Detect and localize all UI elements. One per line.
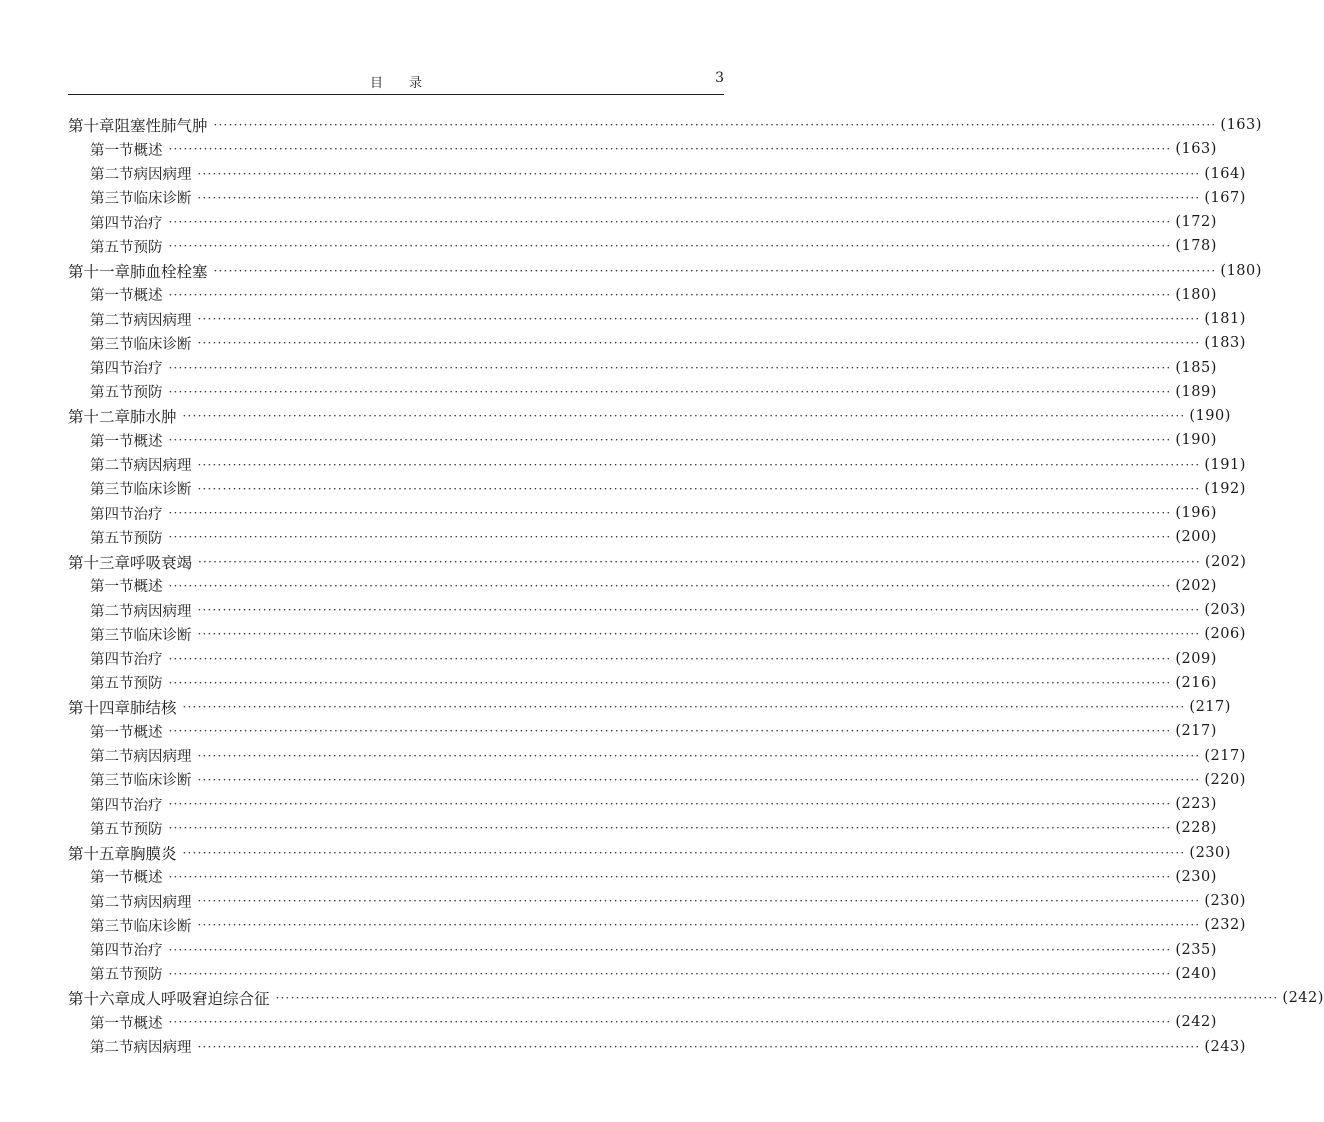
toc-entry-page: (180) — [1220, 262, 1262, 279]
toc-entry-page: (202) — [1204, 553, 1247, 570]
toc-section-entry — [68, 162, 1246, 186]
toc-entry-title: 呼吸衰竭 — [130, 553, 193, 572]
toc-entry-title: 预防 — [133, 967, 163, 984]
toc-entry-title: 肺水肿 — [130, 408, 177, 427]
toc-entry-number: 第五节 — [90, 967, 134, 984]
toc-dot-leader: ········································································································································································································ — [168, 675, 1172, 690]
toc-section-entry — [68, 283, 1217, 307]
toc-entry-page: (191) — [1204, 456, 1246, 473]
toc-dot-leader: ········································································································································································································ — [197, 481, 1201, 496]
toc-chapter-entry — [68, 404, 1231, 428]
toc-section-entry — [68, 913, 1246, 937]
toc-entry-page: (183) — [1204, 335, 1246, 352]
toc-entry-title: 治疗 — [133, 652, 163, 669]
toc-entry-title: 病因病理 — [133, 1040, 192, 1057]
toc-entry-title: 临床诊断 — [133, 191, 192, 208]
toc-entry-page: (216) — [1175, 674, 1217, 691]
toc-entry-title: 临床诊断 — [133, 773, 192, 790]
toc-entry-number: 第一节 — [90, 142, 134, 159]
toc-entry-page: (180) — [1175, 286, 1217, 303]
toc-entry-title: 治疗 — [133, 943, 163, 960]
toc-dot-leader: ········································································································································································································ — [168, 142, 1172, 157]
toc-entry-title: 病因病理 — [133, 458, 192, 475]
toc-dot-leader: ········································································································································································································ — [213, 263, 1217, 278]
toc-entry-number: 第五节 — [90, 530, 134, 547]
toc-entry-number: 第二节 — [90, 603, 134, 620]
toc-entry-page: (220) — [1204, 771, 1246, 788]
toc-entry-title: 临床诊断 — [133, 918, 192, 935]
toc-section-entry — [68, 719, 1217, 743]
toc-entry-title: 阻塞性肺气肿 — [114, 117, 208, 136]
toc-entry-title: 病因病理 — [133, 167, 192, 184]
toc-dot-leader: ········································································································································································································ — [168, 966, 1172, 981]
toc-dot-leader: ········································································································································································································ — [168, 724, 1172, 739]
table-of-contents — [68, 113, 1324, 1059]
toc-section-entry — [68, 525, 1217, 549]
toc-dot-leader: ········································································································································································································ — [197, 166, 1201, 181]
toc-entry-title: 临床诊断 — [133, 627, 192, 644]
toc-section-entry — [68, 234, 1217, 258]
toc-section-entry — [68, 671, 1217, 695]
toc-section-entry — [68, 331, 1246, 355]
toc-dot-leader: ········································································································································································································ — [168, 942, 1172, 957]
toc-entry-page: (240) — [1175, 965, 1217, 982]
toc-entry-number: 第五节 — [90, 385, 134, 402]
toc-entry-title: 概述 — [133, 724, 163, 741]
toc-section-entry — [68, 307, 1246, 331]
toc-entry-number: 第二节 — [90, 458, 134, 475]
toc-chapter-entry — [68, 841, 1231, 865]
toc-entry-title: 病因病理 — [133, 603, 192, 620]
toc-entry-title: 预防 — [133, 676, 163, 693]
toc-entry-page: (178) — [1175, 238, 1217, 255]
toc-entry-number: 第四节 — [90, 506, 134, 523]
toc-entry-number: 第四节 — [90, 797, 134, 814]
toc-entry-number: 第一节 — [90, 724, 134, 741]
toc-entry-number: 第二节 — [90, 312, 134, 329]
toc-entry-title: 肺血栓栓塞 — [130, 262, 208, 281]
toc-section-entry — [68, 744, 1246, 768]
toc-section-entry — [68, 962, 1217, 986]
toc-entry-title: 预防 — [133, 239, 163, 256]
toc-entry-number: 第四节 — [90, 943, 134, 960]
toc-entry-page: (232) — [1204, 917, 1246, 934]
toc-entry-page: (242) — [1282, 990, 1324, 1007]
toc-entry-number: 第十六章 — [68, 990, 131, 1009]
toc-entry-title: 治疗 — [133, 215, 163, 232]
toc-section-entry — [68, 210, 1217, 234]
toc-dot-leader: ········································································································································································································ — [275, 991, 1279, 1006]
toc-section-entry — [68, 647, 1217, 671]
toc-entry-number: 第四节 — [90, 652, 134, 669]
toc-entry-number: 第三节 — [90, 191, 134, 208]
toc-entry-page: (242) — [1175, 1014, 1217, 1031]
toc-dot-leader: ········································································································································································································ — [168, 506, 1172, 521]
toc-entry-page: (190) — [1175, 432, 1217, 449]
toc-entry-number: 第二节 — [90, 749, 134, 766]
toc-section-entry — [68, 137, 1217, 161]
toc-entry-title: 病因病理 — [133, 312, 192, 329]
toc-entry-title: 概述 — [133, 433, 163, 450]
toc-entry-page: (217) — [1204, 747, 1246, 764]
toc-dot-leader: ········································································································································································································ — [182, 409, 1186, 424]
toc-section-entry — [68, 1010, 1217, 1034]
toc-entry-number: 第三节 — [90, 336, 134, 353]
toc-entry-number: 第二节 — [90, 894, 134, 911]
toc-dot-leader: ········································································································································································································ — [168, 215, 1172, 230]
toc-entry-number: 第三节 — [90, 918, 134, 935]
toc-dot-leader: ········································································································································································································ — [168, 651, 1172, 666]
toc-dot-leader: ········································································································································································································ — [197, 918, 1201, 933]
toc-entry-page: (196) — [1175, 505, 1217, 522]
toc-dot-leader: ········································································································································································································ — [197, 336, 1201, 351]
toc-entry-title: 临床诊断 — [133, 336, 192, 353]
toc-entry-number: 第一节 — [90, 288, 134, 305]
toc-section-entry — [68, 380, 1217, 404]
toc-chapter-entry — [68, 986, 1324, 1010]
toc-chapter-entry — [68, 259, 1262, 283]
toc-dot-leader: ········································································································································································································ — [197, 748, 1201, 763]
toc-entry-page: (192) — [1204, 480, 1246, 497]
toc-dot-leader: ········································································································································································································ — [197, 312, 1201, 327]
toc-entry-page: (217) — [1189, 699, 1231, 716]
toc-entry-number: 第五节 — [90, 821, 134, 838]
toc-entry-page: (228) — [1175, 820, 1217, 837]
toc-entry-number: 第十五章 — [68, 844, 131, 863]
toc-entry-page: (235) — [1175, 941, 1217, 958]
toc-section-entry — [68, 477, 1246, 501]
toc-section-entry — [68, 574, 1217, 598]
toc-entry-title: 预防 — [133, 530, 163, 547]
toc-entry-title: 胸膜炎 — [130, 844, 177, 863]
toc-entry-number: 第一节 — [90, 579, 134, 596]
toc-entry-page: (209) — [1175, 650, 1217, 667]
header-title: 目录 — [369, 76, 448, 91]
page-number: 3 — [715, 70, 724, 86]
toc-entry-page: (223) — [1175, 796, 1217, 813]
toc-dot-leader: ········································································································································································································ — [182, 845, 1186, 860]
toc-entry-number: 第一节 — [90, 1015, 134, 1032]
toc-section-entry — [68, 428, 1217, 452]
toc-entry-number: 第十二章 — [68, 408, 131, 427]
toc-entry-title: 预防 — [133, 821, 163, 838]
toc-entry-title: 概述 — [133, 579, 163, 596]
toc-entry-page: (200) — [1175, 529, 1217, 546]
toc-section-entry — [68, 501, 1217, 525]
toc-entry-number: 第三节 — [90, 627, 134, 644]
toc-entry-title: 病因病理 — [133, 749, 192, 766]
running-header — [68, 66, 724, 95]
toc-entry-title: 临床诊断 — [133, 482, 192, 499]
toc-dot-leader: ········································································································································································································ — [197, 603, 1201, 618]
toc-entry-number: 第十四章 — [68, 699, 131, 718]
toc-entry-page: (243) — [1204, 1038, 1246, 1055]
toc-entry-page: (206) — [1204, 626, 1246, 643]
toc-dot-leader: ········································································································································································································ — [168, 797, 1172, 812]
toc-dot-leader: ········································································································································································································ — [168, 384, 1172, 399]
toc-entry-title: 肺结核 — [130, 699, 177, 718]
toc-section-entry — [68, 453, 1246, 477]
toc-entry-title: 概述 — [133, 142, 163, 159]
toc-entry-page: (172) — [1175, 214, 1217, 231]
toc-entry-number: 第十一章 — [68, 262, 131, 281]
toc-entry-number: 第二节 — [90, 167, 134, 184]
toc-dot-leader: ········································································································································································································ — [197, 627, 1201, 642]
toc-entry-title: 预防 — [133, 385, 163, 402]
toc-entry-number: 第十章 — [68, 117, 115, 136]
toc-entry-page: (181) — [1204, 311, 1246, 328]
toc-dot-leader: ········································································································································································································ — [168, 433, 1172, 448]
toc-chapter-entry — [68, 113, 1262, 137]
toc-entry-number: 第三节 — [90, 482, 134, 499]
toc-dot-leader: ········································································································································································································ — [213, 118, 1217, 133]
toc-dot-leader: ········································································································································································································ — [168, 360, 1172, 375]
toc-entry-number: 第三节 — [90, 773, 134, 790]
toc-entry-number: 第二节 — [90, 1040, 134, 1057]
toc-dot-leader: ········································································································································································································ — [197, 894, 1201, 909]
toc-section-entry — [68, 598, 1246, 622]
toc-entry-title: 概述 — [133, 870, 163, 887]
toc-entry-page: (230) — [1189, 844, 1231, 861]
toc-entry-number: 第五节 — [90, 676, 134, 693]
toc-dot-leader: ········································································································································································································ — [198, 554, 1201, 569]
toc-section-entry — [68, 356, 1217, 380]
toc-entry-title: 病因病理 — [133, 894, 192, 911]
toc-chapter-entry — [68, 550, 1247, 574]
toc-section-entry — [68, 186, 1246, 210]
toc-dot-leader: ········································································································································································································ — [168, 869, 1172, 884]
toc-entry-title: 治疗 — [133, 361, 163, 378]
toc-dot-leader: ········································································································································································································ — [197, 190, 1201, 205]
toc-dot-leader: ········································································································································································································ — [197, 1039, 1201, 1054]
toc-entry-page: (163) — [1175, 141, 1217, 158]
toc-dot-leader: ········································································································································································································ — [168, 578, 1172, 593]
toc-entry-page: (203) — [1204, 602, 1246, 619]
toc-entry-page: (189) — [1175, 383, 1217, 400]
toc-section-entry — [68, 865, 1217, 889]
toc-entry-page: (230) — [1204, 893, 1246, 910]
toc-section-entry — [68, 1035, 1246, 1059]
toc-section-entry — [68, 889, 1246, 913]
toc-section-entry — [68, 816, 1217, 840]
toc-entry-number: 第一节 — [90, 433, 134, 450]
toc-section-entry — [68, 768, 1246, 792]
toc-dot-leader: ········································································································································································································ — [168, 287, 1172, 302]
toc-entry-page: (190) — [1189, 408, 1231, 425]
toc-section-entry — [68, 622, 1246, 646]
toc-entry-number: 第四节 — [90, 215, 134, 232]
toc-entry-page: (167) — [1204, 189, 1246, 206]
toc-entry-title: 治疗 — [133, 506, 163, 523]
toc-entry-number: 第一节 — [90, 870, 134, 887]
toc-entry-page: (163) — [1220, 117, 1262, 134]
toc-entry-page: (217) — [1175, 723, 1217, 740]
toc-entry-title: 成人呼吸窘迫综合征 — [130, 990, 270, 1009]
toc-section-entry — [68, 792, 1217, 816]
toc-entry-page: (202) — [1175, 577, 1217, 594]
toc-dot-leader: ········································································································································································································ — [168, 239, 1172, 254]
toc-entry-number: 第四节 — [90, 361, 134, 378]
toc-dot-leader: ········································································································································································································ — [197, 457, 1201, 472]
toc-entry-title: 概述 — [133, 1015, 163, 1032]
toc-entry-page: (164) — [1204, 165, 1246, 182]
toc-entry-title: 概述 — [133, 288, 163, 305]
toc-dot-leader: ········································································································································································································ — [182, 700, 1186, 715]
toc-dot-leader: ········································································································································································································ — [197, 772, 1201, 787]
toc-entry-number: 第十三章 — [68, 553, 131, 572]
toc-entry-title: 治疗 — [133, 797, 163, 814]
toc-entry-page: (230) — [1175, 868, 1217, 885]
toc-dot-leader: ········································································································································································································ — [168, 1015, 1172, 1030]
toc-dot-leader: ········································································································································································································ — [168, 530, 1172, 545]
toc-chapter-entry — [68, 695, 1231, 719]
toc-entry-page: (185) — [1175, 359, 1217, 376]
toc-section-entry — [68, 938, 1217, 962]
toc-dot-leader: ········································································································································································································ — [168, 821, 1172, 836]
toc-entry-number: 第五节 — [90, 239, 134, 256]
